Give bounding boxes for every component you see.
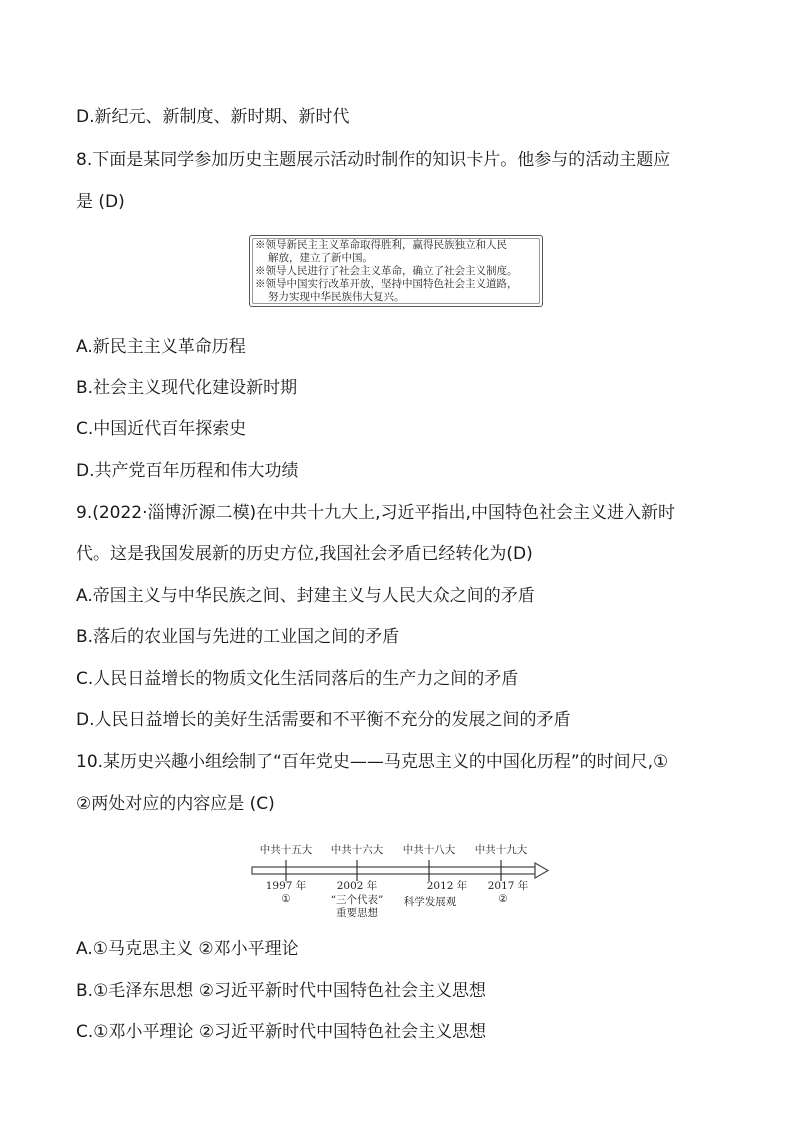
card-line-4: ※领导中国实行改革开放，坚持中国特色社会主义道路， [255, 278, 518, 290]
timeline-year-1: 1997 年 [265, 880, 307, 892]
timeline-congress-2: 中共十六大 [330, 844, 384, 856]
timeline-congress-3: 中共十八大 [402, 844, 456, 856]
timeline-content-1: ① [281, 893, 291, 905]
question-8-option-c: C.中国近代百年探索史 [76, 419, 247, 439]
question-8-option-b: B.社会主义现代化建设新时期 [76, 378, 298, 398]
timeline-arrow-icon [535, 863, 548, 878]
question-9-stem-line-1: 9.(2022·淄博沂源二模)在中共十九大上,习近平指出,中国特色社会主义进入新时 [76, 503, 675, 523]
timeline-ruler [250, 838, 550, 918]
question-10-option-b: B.①毛泽东思想 ②习近平新时代中国特色社会主义思想 [76, 981, 486, 1001]
timeline-congress-1: 中共十五大 [259, 844, 313, 856]
timeline-year-4: 2017 年 [487, 880, 529, 892]
card-line-2: 解放，建立了新中国。 [268, 252, 373, 264]
question-10-option-c: C.①邓小平理论 ②习近平新时代中国特色社会主义思想 [76, 1022, 487, 1042]
question-10-stem-line-1: 10.某历史兴趣小组绘制了“百年党史——马克思主义的中国化历程”的时间尺,① [76, 752, 669, 772]
question-8-stem-line-1: 8.下面是某同学参加历史主题展示活动时制作的知识卡片。他参与的活动主题应 [76, 150, 671, 170]
question-8-stem-line-2: 是 (D) [76, 192, 125, 212]
question-10-option-a: A.①马克思主义 ②邓小平理论 [76, 939, 299, 959]
timeline-bar [252, 867, 535, 874]
card-line-5: 努力实现中华民族伟大复兴。 [268, 291, 405, 303]
question-7-option-d: D.新纪元、新制度、新时期、新时代 [76, 107, 350, 127]
timeline-congress-4: 中共十九大 [474, 844, 528, 856]
question-9-option-c: C.人民日益增长的物质文化生活同落后的生产力之间的矛盾 [76, 669, 519, 689]
question-10-stem-line-2: ②两处对应的内容应是 (C) [76, 794, 275, 814]
question-8-option-a: A.新民主主义革命历程 [76, 337, 246, 357]
question-9-option-d: D.人民日益增长的美好生活需要和不平衡不充分的发展之间的矛盾 [76, 710, 571, 730]
card-line-1: ※领导新民主主义革命取得胜利，赢得民族独立和人民 [255, 239, 507, 251]
card-line-3: ※领导人民进行了社会主义革命，确立了社会主义制度。 [255, 265, 518, 277]
timeline-content-3: 科学发展观 [403, 896, 457, 908]
question-9-option-a: A.帝国主义与中华民族之间、封建主义与人民大众之间的矛盾 [76, 586, 535, 606]
question-9-stem-line-2: 代。这是我国发展新的历史方位,我国社会矛盾已经转化为(D) [76, 544, 533, 564]
timeline-content-2-extra: 重要思想 [336, 907, 378, 919]
timeline-content-2: “三个代表” [330, 894, 384, 906]
timeline-content-4: ② [498, 893, 508, 905]
timeline-year-2: 2002 年 [336, 880, 378, 892]
knowledge-card [249, 235, 543, 307]
timeline-year-3: 2012 年 [426, 880, 468, 892]
question-8-option-d: D.共产党百年历程和伟大功绩 [76, 461, 299, 481]
question-9-option-b: B.落后的农业国与先进的工业国之间的矛盾 [76, 627, 400, 647]
